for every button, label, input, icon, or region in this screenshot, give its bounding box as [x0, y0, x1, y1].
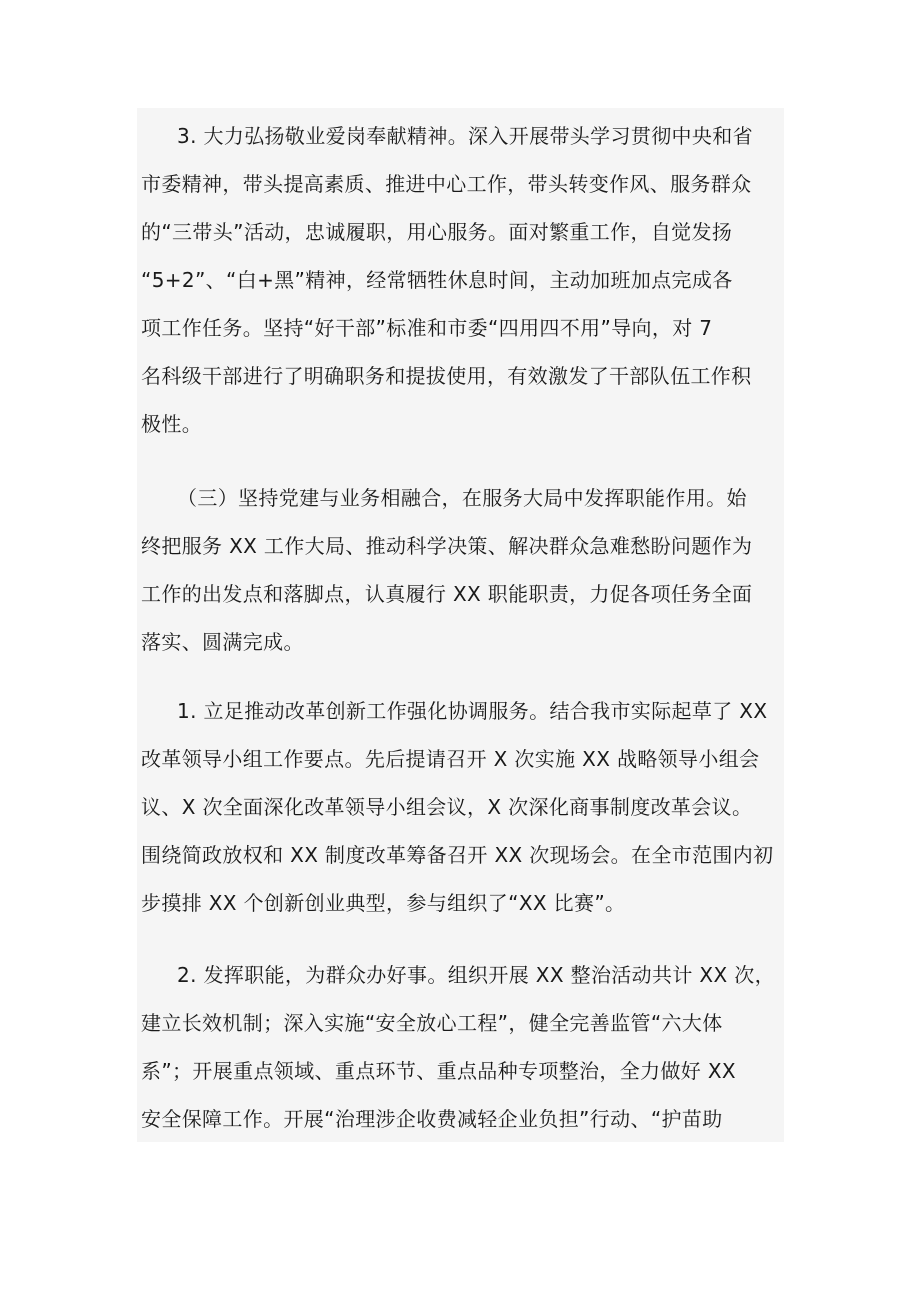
paragraph-line: 终把服务 XX 工作大局、推动科学决策、解决群众急难愁盼问题作为 — [141, 534, 753, 558]
paragraph-line: 安全保障工作。开展“治理涉企收费减轻企业负担”行动、“护苗助 — [141, 1107, 723, 1131]
paragraph-serve-public — [137, 951, 784, 1143]
paragraph-line: 1. 立足推动改革创新工作强化协调服务。结合我市实际起草了 XX — [177, 699, 768, 723]
paragraph-line: 市委精神，带头提高素质、推进中心工作，带头转变作风、服务群众 — [141, 172, 752, 196]
paragraph-dedication-spirit — [137, 112, 784, 448]
paragraph-line: 建立长效机制；深入实施“安全放心工程”，健全完善监管“六大体 — [141, 1011, 723, 1035]
document-body — [137, 108, 784, 1142]
paragraph-line: “5+2”、“白+黑”精神，经常牺牲休息时间，主动加班加点完成各 — [141, 268, 733, 292]
paragraph-line: 名科级干部进行了明确职务和提拔使用，有效激发了干部队伍工作积 — [141, 364, 752, 388]
paragraph-line: 落实、圆满完成。 — [141, 630, 304, 654]
paragraph-line: 3. 大力弘扬敬业爱岗奉献精神。深入开展带头学习贯彻中央和省 — [177, 124, 753, 148]
paragraph-line: 步摸排 XX 个创新创业典型，参与组织了“XX 比赛”。 — [141, 891, 626, 915]
paragraph-line: 系”；开展重点领域、重点环节、重点品种专项整治，全力做好 XX — [141, 1059, 736, 1083]
paragraph-line: 项工作任务。坚持“好干部”标准和市委“四用四不用”导向，对 7 — [141, 316, 713, 340]
paragraph-line: 议、X 次全面深化改革领导小组会议，X 次深化商事制度改革会议。 — [141, 795, 753, 819]
paragraph-reform-innovation — [137, 687, 784, 927]
paragraph-line: 2. 发挥职能，为群众办好事。组织开展 XX 整治活动共计 XX 次， — [137, 951, 840, 999]
paragraph-line: 工作的出发点和落脚点，认真履行 XX 职能职责，力促各项任务全面 — [141, 582, 753, 606]
paragraph-party-business-integration — [137, 474, 784, 666]
paragraph-line: 极性。 — [141, 412, 203, 436]
paragraph-line: 围绕简政放权和 XX 制度改革筹备召开 XX 次现场会。在全市范围内初 — [141, 843, 774, 867]
paragraph-line: 改革领导小组工作要点。先后提请召开 X 次实施 XX 战略领导小组会 — [141, 747, 760, 771]
paragraph-line: 的“三带头”活动，忠诚履职，用心服务。面对繁重工作，自觉发扬 — [141, 220, 733, 244]
paragraph-line: （三）坚持党建与业务相融合，在服务大局中发挥职能作用。始 — [177, 486, 747, 510]
